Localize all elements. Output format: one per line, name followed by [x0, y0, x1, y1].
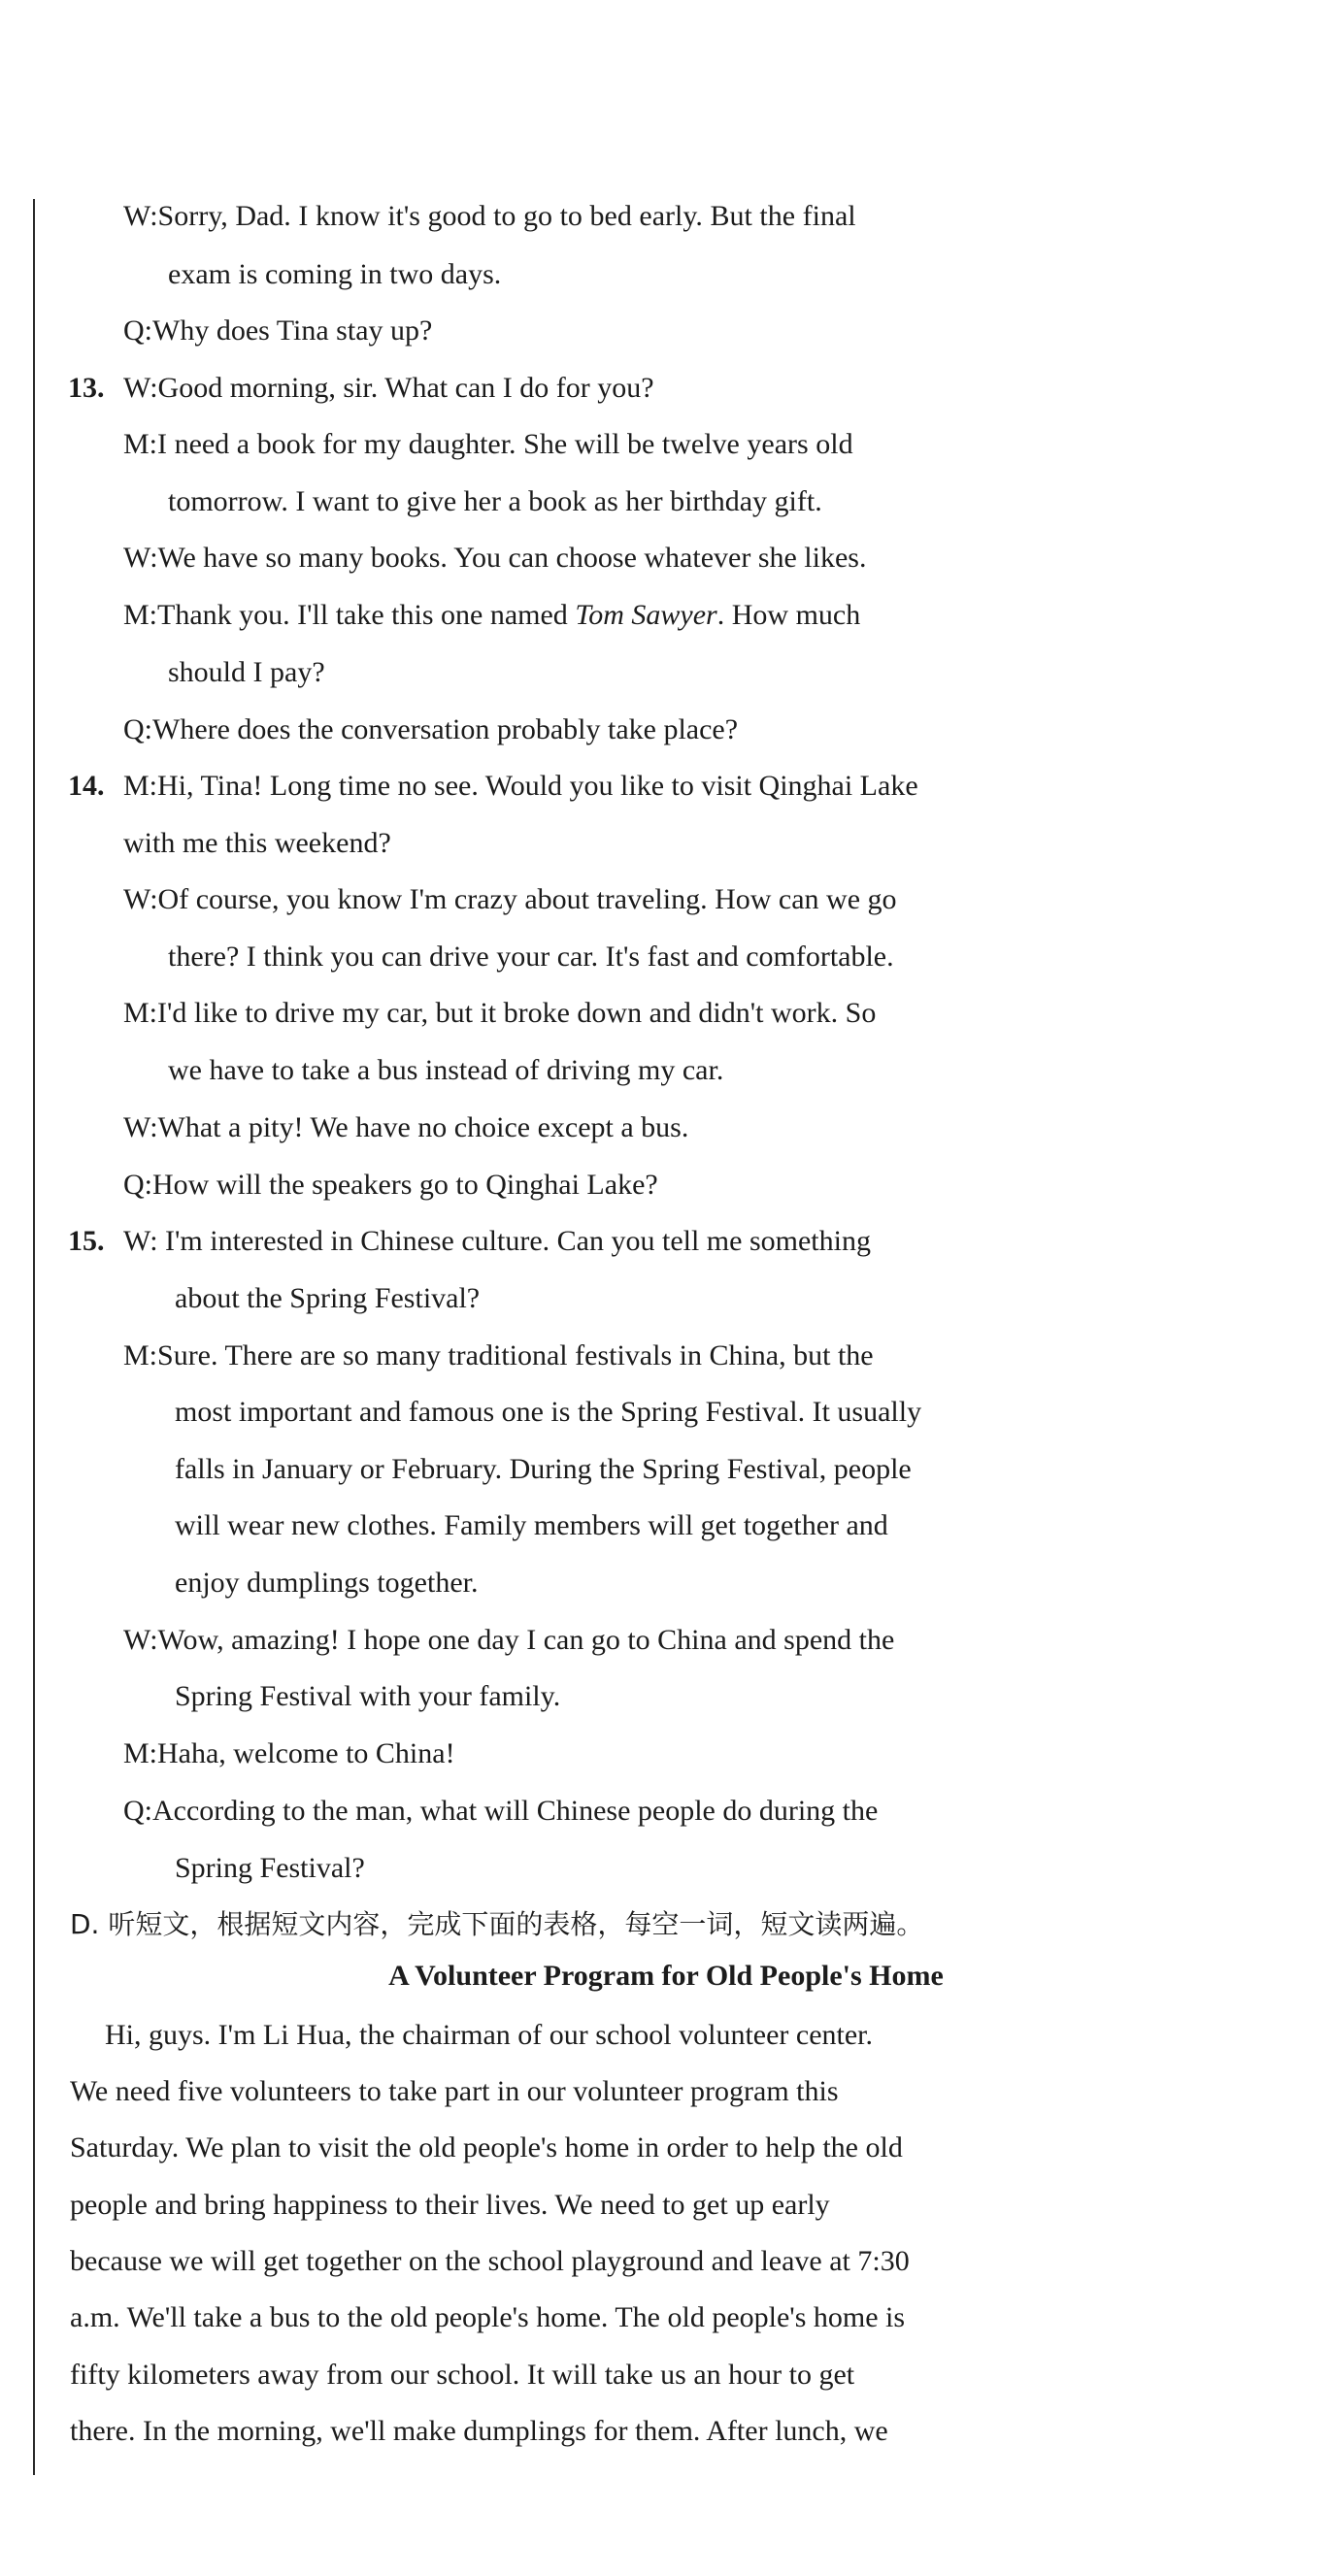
line-text: W:Sorry, Dad. I know it's good to go to bed early. But the final	[123, 200, 856, 232]
dialogue-13-number: 13.	[68, 372, 105, 404]
dialogue-15-question-line2: Spring Festival?	[175, 1852, 365, 1884]
dialogue-15-number: 15.	[68, 1225, 105, 1257]
passage-line-2: We need five volunteers to take part in our volunteer program this	[70, 2075, 839, 2107]
dialogue-15-m1-line5: enjoy dumplings together.	[175, 1567, 479, 1599]
dialogue-15-m1-line2: most important and famous one is the Spring Festival. It usually	[175, 1396, 922, 1428]
dialogue-14-w1-line2: there? I think you can drive your car. It's fast and comfortable.	[168, 941, 894, 973]
section-d-instruction: D. 听短文，根据短文内容，完成下面的表格，每空一词，短文读两遍。	[70, 1908, 924, 1940]
dialogue-15-question-line1: Q:According to the man, what will Chinese people do during the	[123, 1795, 879, 1827]
dialogue-13-m2-line1	[123, 598, 860, 633]
dialogue-14-m1-line1: M:Hi, Tina! Long time no see. Would you like to visit Qinghai Lake	[123, 770, 918, 802]
line-text: M:Thank you. I'll take this one named	[123, 599, 576, 631]
passage-line-1: Hi, guys. I'm Li Hua, the chairman of our school volunteer center.	[105, 2019, 874, 2051]
passage-line-4: people and bring happiness to their lives. We need to get up early	[70, 2189, 830, 2221]
passage-line-7: fifty kilometers away from our school. It will take us an hour to get	[70, 2359, 855, 2391]
dialogue-15-w1-line2: about the Spring Festival?	[175, 1282, 481, 1314]
dialogue-14-number: 14.	[68, 770, 105, 802]
dialogue-15-m2: M:Haha, welcome to China!	[123, 1737, 455, 1769]
dialogue-13-w2: W:We have so many books. You can choose whatever she likes.	[123, 542, 867, 574]
passage-line-5: because we will get together on the school playground and leave at 7:30	[70, 2245, 910, 2277]
book-title: Tom Sawyer	[575, 599, 717, 631]
dialogue-13-w1: W:Good morning, sir. What can I do for you?	[123, 372, 654, 404]
dialogue-14-m2-line2: we have to take a bus instead of driving my car.	[168, 1054, 724, 1086]
line-text: . How much	[716, 599, 861, 631]
dialogue-13-m1-line2: tomorrow. I want to give her a book as her birthday gift.	[168, 485, 822, 517]
margin-rule	[33, 199, 35, 2475]
passage-line-8: there. In the morning, we'll make dumplings for them. After lunch, we	[70, 2415, 888, 2447]
dialogue-13-m2-line2: should I pay?	[168, 656, 325, 688]
dialogue-14-w1-line1: W:Of course, you know I'm crazy about traveling. How can we go	[123, 883, 897, 915]
passage-line-6: a.m. We'll take a bus to the old people's home. The old people's home is	[70, 2301, 906, 2333]
dialogue-13-question: Q:Where does the conversation probably take place?	[123, 713, 739, 745]
dialogue-15-w1-line1: W: I'm interested in Chinese culture. Can you tell me something	[123, 1225, 871, 1257]
passage-title: A Volunteer Program for Old People's Home	[388, 1960, 944, 1992]
dialogue-15-m1-line3: falls in January or February. During the Spring Festival, people	[175, 1453, 912, 1485]
line-text: M:I need a book for my daughter. She will be twelve years old	[123, 428, 853, 460]
dialogue-15-m1-line4: will wear new clothes. Family members will get together and	[175, 1509, 888, 1541]
dialogue-13-m1-line1	[123, 427, 1094, 462]
dialogue-15-m1-line1: M:Sure. There are so many traditional festivals in China, but the	[123, 1339, 874, 1371]
dialogue-14-question: Q:How will the speakers go to Qinghai Lake?	[123, 1169, 658, 1201]
dialogue-12-question: Q:Why does Tina stay up?	[123, 314, 433, 347]
dialogue-14-m1-line2: with me this weekend?	[123, 827, 391, 859]
dialogue-15-w2-line1: W:Wow, amazing! I hope one day I can go to China and spend the	[123, 1624, 895, 1656]
dialogue-14-m2-line1: M:I'd like to drive my car, but it broke down and didn't work. So	[123, 997, 877, 1029]
dialogue-12-w-line2: exam is coming in two days.	[168, 258, 502, 290]
dialogue-12-w-line1	[123, 199, 1094, 234]
dialogue-15-w2-line2: Spring Festival with your family.	[175, 1680, 561, 1712]
dialogue-14-w2: W:What a pity! We have no choice except a bus.	[123, 1111, 689, 1143]
passage-line-3: Saturday. We plan to visit the old people's home in order to help the old	[70, 2131, 903, 2163]
